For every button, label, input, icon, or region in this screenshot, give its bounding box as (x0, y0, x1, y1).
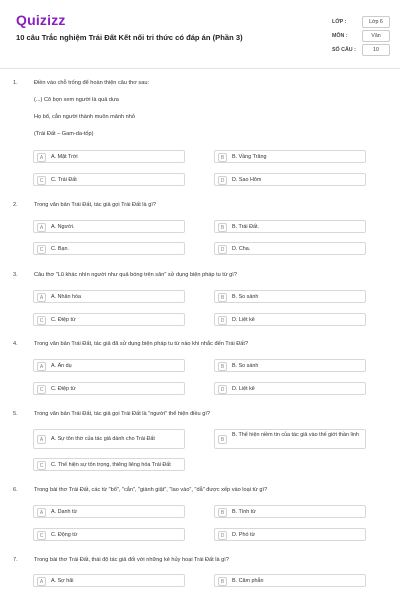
question-number: 6. (13, 487, 18, 493)
option-label: A. Sợ hãi (51, 578, 74, 584)
option-letter: C (37, 461, 46, 470)
option-label: C. Thể hiện sự tôn trọng, thiêng liêng hóa Trái Đất (51, 462, 171, 468)
option-a[interactable] (33, 359, 185, 372)
option-label: C. Trái Đất (51, 177, 77, 183)
question-number: 1. (13, 80, 18, 86)
option-label: B. Tính từ (232, 509, 256, 515)
option-letter: C (37, 316, 46, 325)
question-number: 4. (13, 341, 18, 347)
option-label: B. Trái Đất. (232, 224, 259, 230)
option-c[interactable] (33, 382, 185, 395)
document-title: 10 câu Trắc nghiệm Trái Đất Kết nối tri thức có đáp án (Phần 3) (16, 33, 243, 42)
option-label: B. Thể hiện niềm tin của tác giả vào thế giới thần linh (232, 432, 359, 438)
option-letter: B (218, 223, 227, 232)
option-c[interactable] (33, 313, 185, 326)
question-text-line: Họ bổ, cắn người thành muôn mảnh nhỏ (34, 114, 136, 120)
option-letter: C (37, 531, 46, 540)
option-b[interactable] (214, 429, 366, 449)
option-b[interactable] (214, 359, 366, 372)
meta-count (332, 44, 388, 58)
option-letter: C (37, 176, 46, 185)
header-divider (0, 68, 400, 69)
question-text: Điền vào chỗ trống để hoàn thiện câu thơ sau: (34, 80, 149, 86)
option-c[interactable] (33, 242, 185, 255)
option-letter: A (37, 577, 46, 586)
option-letter: D (218, 385, 227, 394)
question-text: Trong bài thơ Trái Đất, các từ "bổ", "cắn", "giành giật", "lao vào", "dẫ" được xếp vào loại từ gì? (34, 487, 268, 493)
meta-subject (332, 30, 388, 44)
option-label: A. Nhân hóa (51, 294, 81, 300)
option-label: B. Vầng Trăng (232, 154, 267, 160)
option-letter: B (218, 153, 227, 162)
option-label: A. Người. (51, 224, 75, 230)
option-label: D. Liệt kê (232, 386, 255, 392)
option-c[interactable] (33, 173, 185, 186)
option-label: A. Danh từ (51, 509, 78, 515)
option-letter: A (37, 223, 46, 232)
meta-subject-label: MÔN : (332, 33, 348, 39)
question-number: 5. (13, 411, 18, 417)
option-letter: B (218, 435, 227, 444)
option-c[interactable] (33, 528, 185, 541)
option-label: B. So sánh (232, 294, 259, 300)
option-label: B. Căm phẫn (232, 578, 264, 584)
option-label: D. Cha. (232, 246, 251, 252)
option-label: D. Sao Hôm (232, 177, 262, 183)
question-text: Trong bài thơ Trái Đất, thái độ tác giả đối với những kẻ hủy hoại Trái Đất là gì? (34, 557, 229, 563)
option-label: C. Điệp từ (51, 386, 76, 392)
option-letter: D (218, 176, 227, 185)
question-text: Trong văn bản Trái Đất, tác giả gọi Trái Đất là "người" thể hiện điều gì? (34, 411, 210, 417)
option-label: A. Mặt Trời (51, 154, 78, 160)
question-number: 2. (13, 202, 18, 208)
meta-subject-value: Văn (362, 30, 390, 42)
meta-grade (332, 16, 388, 30)
question-text: Câu thơ "Lũ khác nhìn người như quả bóng trên sân" sử dụng biện pháp tu từ gì? (34, 272, 237, 278)
page-header (0, 0, 400, 60)
option-b[interactable] (214, 150, 366, 163)
option-letter: A (37, 293, 46, 302)
option-letter: C (37, 245, 46, 254)
question-text: Trong văn bản Trái Đất, tác giả gọi Trái Đất là gì? (34, 202, 156, 208)
option-letter: B (218, 508, 227, 517)
question-text-line: (Trái Đất – Gam-da-tốp) (34, 131, 94, 137)
option-b[interactable] (214, 574, 366, 587)
question-text: Trong văn bản Trái Đất, tác giả đã sử dụng biện pháp tu từ nào khi nhắc đến Trái Đất? (34, 341, 249, 347)
meta-count-value: 10 (362, 44, 390, 56)
option-label: B. So sánh (232, 363, 259, 369)
option-label: D. Phó từ (232, 532, 256, 538)
option-a[interactable] (33, 290, 185, 303)
option-letter: A (37, 508, 46, 517)
question-number: 3. (13, 272, 18, 278)
option-d[interactable] (214, 313, 366, 326)
option-c[interactable] (33, 458, 185, 471)
option-b[interactable] (214, 290, 366, 303)
question-text-line: (...) Cô bọn xem người là quả dưa (34, 97, 119, 103)
option-d[interactable] (214, 173, 366, 186)
option-a[interactable] (33, 505, 185, 518)
option-letter: A (37, 362, 46, 371)
option-a[interactable] (33, 429, 185, 449)
option-letter: B (218, 293, 227, 302)
option-d[interactable] (214, 242, 366, 255)
quizizz-logo: Quizizz (16, 12, 66, 28)
option-label: A. Ẩn dụ (51, 363, 72, 369)
meta-count-label: SỐ CÂU : (332, 47, 356, 53)
option-b[interactable] (214, 220, 366, 233)
option-label: C. Bạn. (51, 246, 69, 252)
option-a[interactable] (33, 574, 185, 587)
option-label: A. Sự tôn thờ của tác giả dành cho Trái Đất (51, 436, 155, 442)
option-letter: C (37, 385, 46, 394)
option-a[interactable] (33, 150, 185, 163)
meta-grade-label: LỚP : (332, 19, 347, 25)
option-letter: B (218, 577, 227, 586)
option-letter: D (218, 316, 227, 325)
option-label: C. Điệp từ (51, 317, 76, 323)
option-letter: B (218, 362, 227, 371)
option-label: C. Động từ (51, 532, 78, 538)
option-label: D. Liệt kê (232, 317, 255, 323)
question-number: 7. (13, 557, 18, 563)
option-letter: A (37, 153, 46, 162)
option-d[interactable] (214, 382, 366, 395)
option-d[interactable] (214, 528, 366, 541)
option-letter: A (37, 435, 46, 444)
option-letter: D (218, 531, 227, 540)
option-letter: D (218, 245, 227, 254)
option-a[interactable] (33, 220, 185, 233)
option-b[interactable] (214, 505, 366, 518)
meta-grade-value: Lớp 6 (362, 16, 390, 28)
